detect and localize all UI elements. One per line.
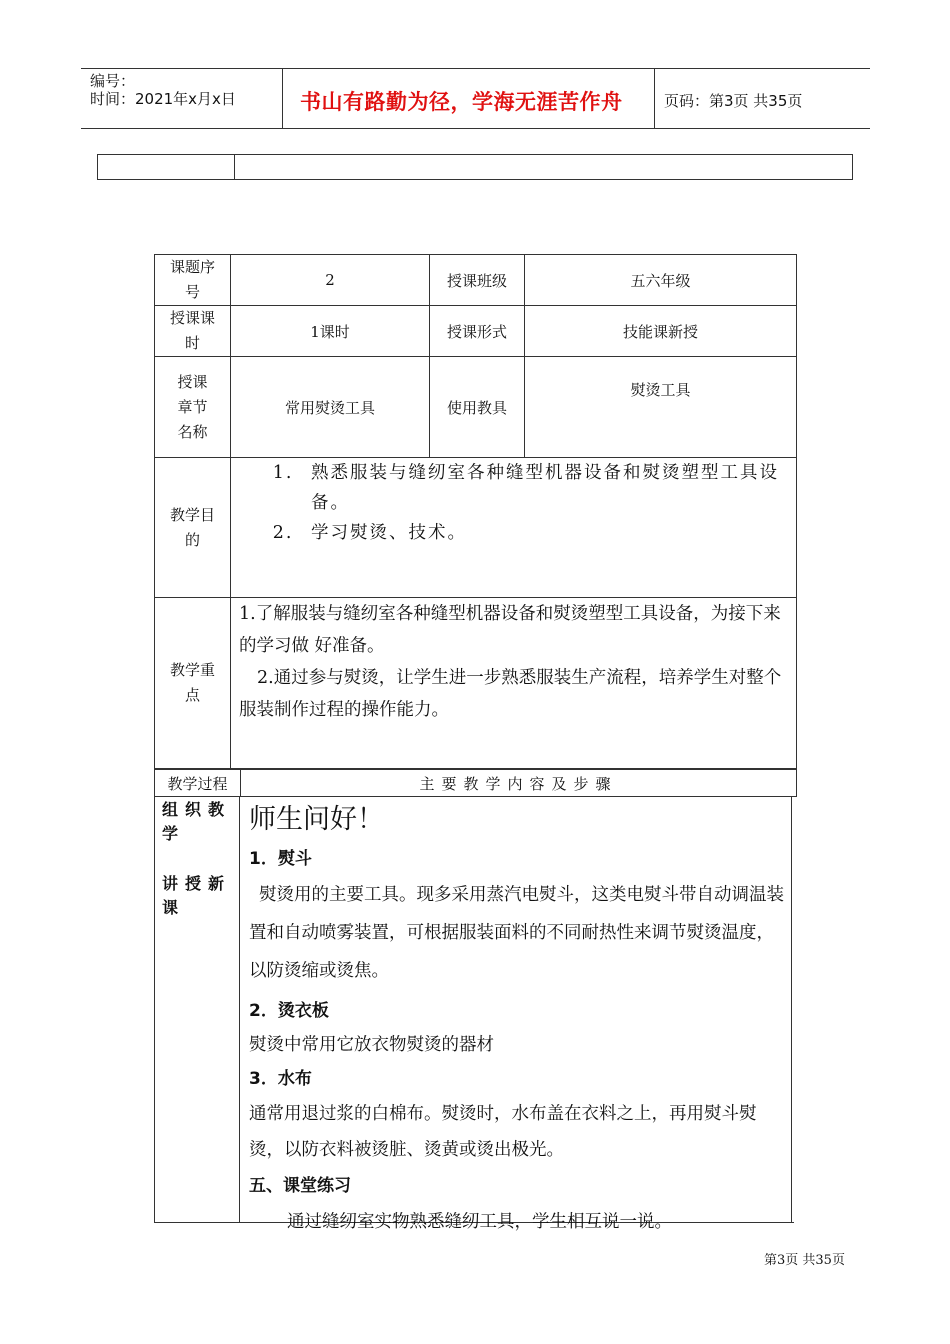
process-header-table bbox=[154, 769, 797, 797]
value-chapter-name: 常用熨烫工具 bbox=[231, 357, 430, 458]
process-right-border bbox=[791, 796, 792, 1222]
blank-cell bbox=[235, 155, 853, 180]
value-lesson-hours: 1课时 bbox=[231, 306, 430, 357]
greeting: 师生问好！ bbox=[249, 804, 384, 835]
lesson-info-table bbox=[154, 254, 797, 769]
serial-label: 编号： bbox=[90, 72, 136, 90]
section-board-title: 2．烫衣板 bbox=[249, 1001, 329, 1021]
label-teaching-aids: 使用教具 bbox=[430, 357, 525, 458]
label-process: 教学过程 bbox=[155, 770, 241, 797]
section-practice-text: 通过缝纫室实物熟悉缝纫工具，学生相互说一说。 bbox=[287, 1212, 672, 1232]
blank-table bbox=[97, 154, 853, 180]
section-cloth-text: 通常用退过浆的白棉布。熨烫时，水布盖在衣料之上，再用熨斗熨烫，以防衣料被烫脏、烫黄或烫出极光。 bbox=[249, 1104, 757, 1160]
focus-point-1: 1.了解服装与缝纫室各种缝型机器设备和熨烫塑型工具设备，为接下来的学习做 好准备。 bbox=[239, 604, 781, 656]
time-label: 时间：2021年x月x日 bbox=[90, 90, 236, 108]
label-topic-number: 课题序号 bbox=[155, 255, 231, 306]
label-focus: 教学重点 bbox=[155, 598, 231, 769]
label-lesson-form: 授课形式 bbox=[430, 306, 525, 357]
side-label-new-lesson: 讲授新课 bbox=[162, 874, 232, 917]
header-top-rule bbox=[81, 68, 870, 69]
section-board-text: 熨烫中常用它放衣物熨烫的器材 bbox=[249, 1035, 494, 1055]
focus-point-2: 2.通过参与熨烫，让学生进一步熟悉服装生产流程，培养学生对整个服装制作过程的操作能力。 bbox=[239, 668, 782, 720]
side-label-organize: 组织教学 bbox=[162, 800, 232, 843]
goal-item: 2. 学习熨烫、技术。 bbox=[301, 518, 788, 548]
header-bottom-rule bbox=[81, 128, 870, 129]
goals-list bbox=[231, 458, 796, 548]
label-chapter-name: 授课章节名称 bbox=[155, 357, 231, 458]
label-lesson-hours: 授课课时 bbox=[155, 306, 231, 357]
process-content bbox=[249, 798, 787, 1240]
label-goals: 教学目的 bbox=[155, 458, 231, 598]
focus-cell bbox=[231, 598, 797, 769]
section-iron-text: 熨烫用的主要工具。现多采用蒸汽电熨斗，这类电熨斗带自动调温装置和自动喷雾装置，可根据服装面料的不同耐热性来调节熨烫温度，以防烫缩或烫焦。 bbox=[249, 885, 784, 981]
value-teaching-aids: 熨烫工具 bbox=[525, 357, 797, 458]
value-class: 五六年级 bbox=[525, 255, 797, 306]
section-cloth-title: 3．水布 bbox=[249, 1069, 312, 1089]
header-divider bbox=[654, 68, 655, 129]
process-left-border bbox=[154, 796, 155, 1223]
goals-cell bbox=[231, 458, 797, 598]
header-divider bbox=[282, 68, 283, 129]
section-iron-title: 1．熨斗 bbox=[249, 849, 312, 869]
label-class: 授课班级 bbox=[430, 255, 525, 306]
section-practice-title: 五、课堂练习 bbox=[249, 1176, 351, 1196]
page-label: 页码：第3页 共35页 bbox=[664, 92, 803, 110]
process-mid-border bbox=[239, 796, 240, 1223]
process-heading: 主要教学内容及步骤 bbox=[241, 770, 797, 797]
value-lesson-form: 技能课新授 bbox=[525, 306, 797, 357]
goal-item: 1. 熟悉服装与缝纫室各种缝型机器设备和熨烫塑型工具设备。 bbox=[301, 458, 788, 518]
blank-cell bbox=[98, 155, 235, 180]
footer-page-number: 第3页 共35页 bbox=[764, 1253, 845, 1268]
value-topic-number: 2 bbox=[231, 255, 430, 306]
header-motto: 书山有路勤为径，学海无涯苦作舟 bbox=[300, 90, 623, 114]
